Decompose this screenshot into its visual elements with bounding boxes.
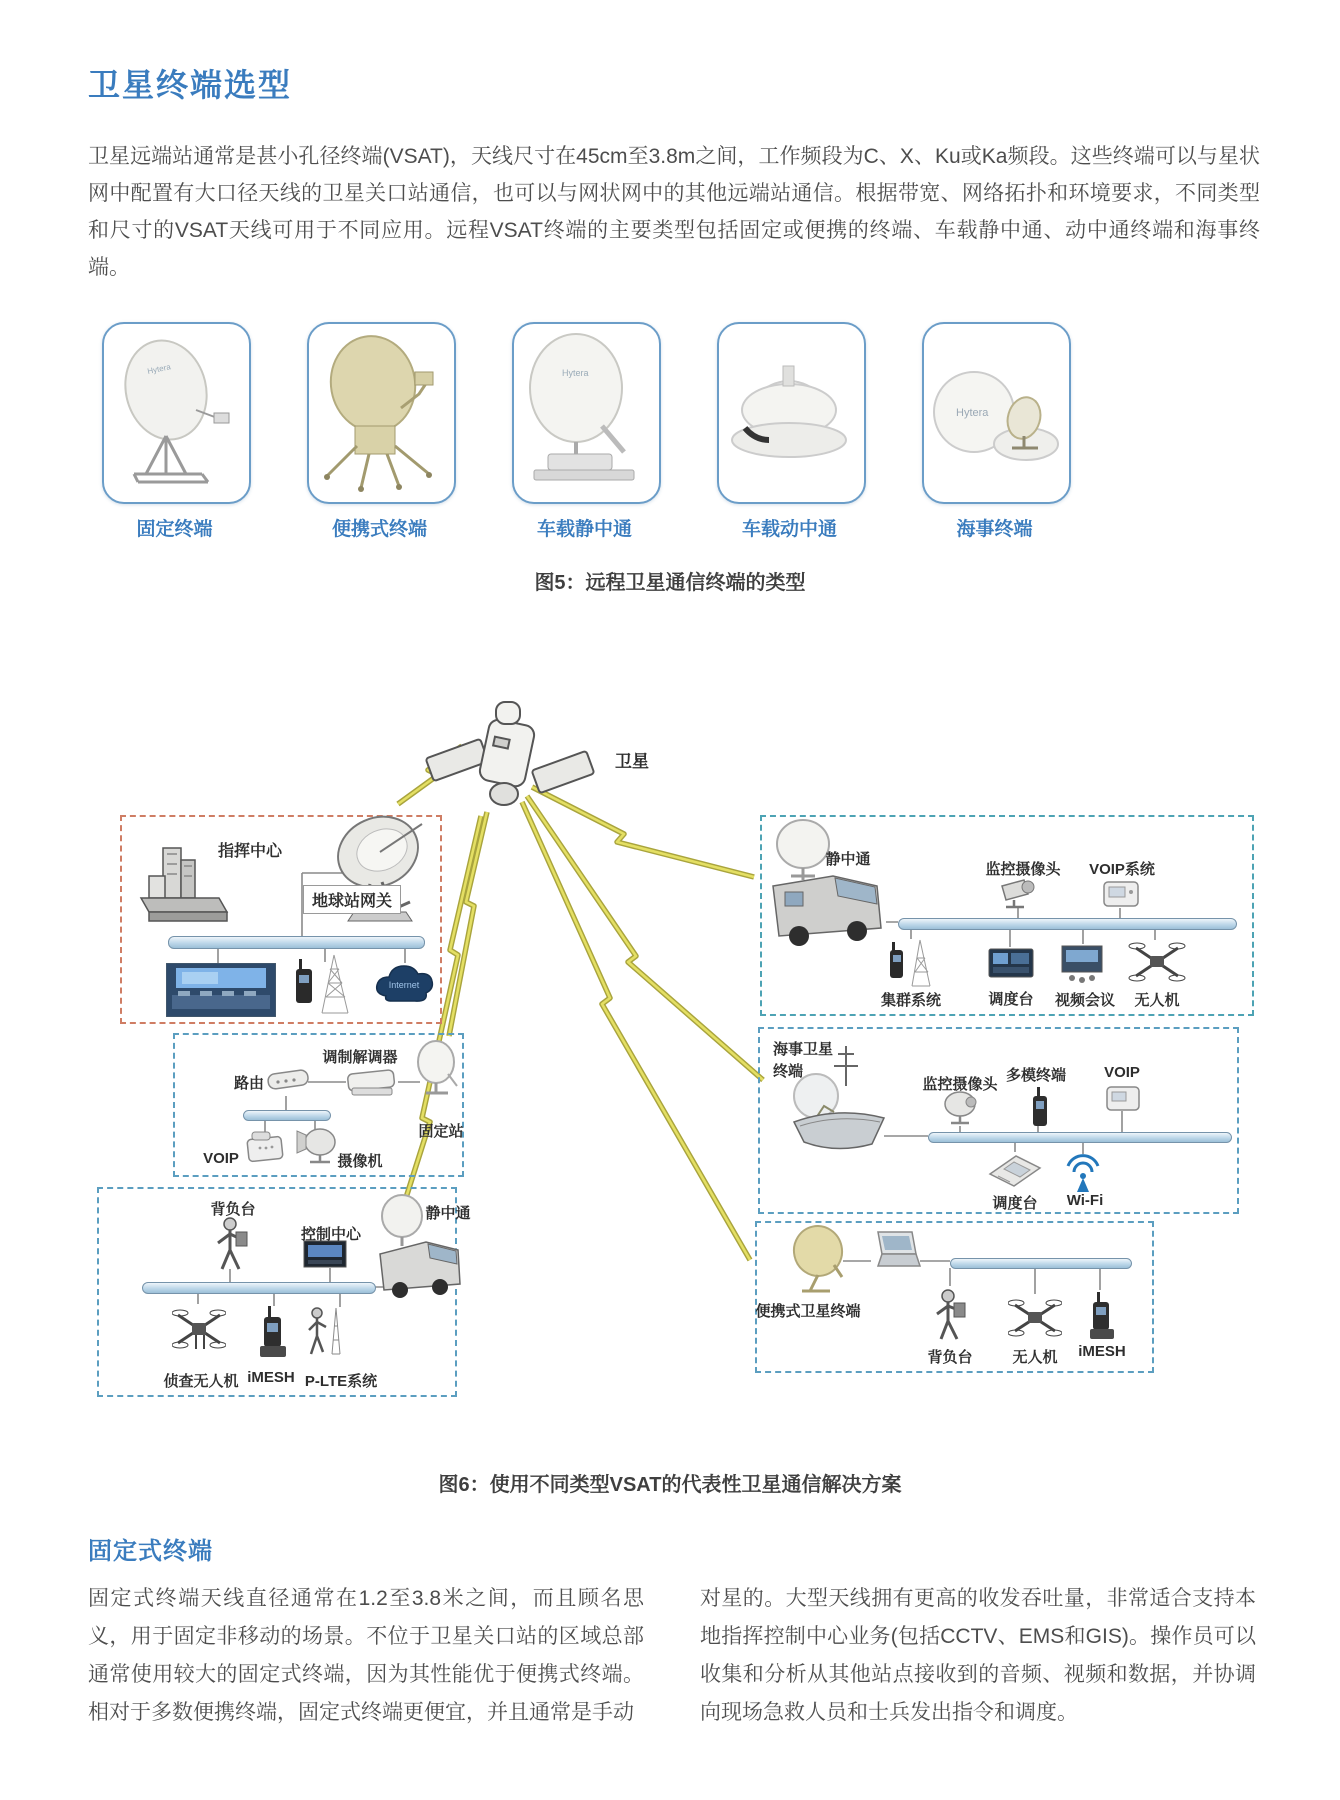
sotm-voip-icon: [1100, 878, 1142, 910]
wifi-icon: [1058, 1148, 1110, 1194]
field-sotm-label: 静中通: [425, 1205, 471, 1222]
brand-text: Hytera: [562, 368, 589, 378]
radio-and-tower-icon: [294, 953, 360, 1017]
portable-manpack-icon: [932, 1288, 968, 1342]
sotm-drone-icon: [1128, 938, 1186, 986]
maritime-dispatch-label: 调度台: [992, 1195, 1038, 1212]
maritime-title-line1: 海事卫星: [773, 1041, 834, 1058]
manpack-label: 背负台: [210, 1201, 256, 1218]
page-title: 卫星终端选型: [88, 67, 293, 103]
laptop-icon: [866, 1228, 922, 1272]
maritime-cctv-icon: [938, 1090, 982, 1128]
router-icon: [266, 1064, 310, 1098]
maritime-voip-label: VOIP: [1104, 1064, 1140, 1081]
satellite-label: 卫星: [615, 752, 649, 771]
video-conf-label: 视频会议: [1054, 992, 1116, 1009]
camera-label: 摄像机: [337, 1153, 383, 1170]
portable-imesh-label: iMESH: [1078, 1343, 1126, 1360]
control-room-icon: [166, 963, 276, 1017]
section-heading: 固定式终端: [88, 1538, 213, 1565]
figure5-caption: 图5：远程卫星通信终端的类型: [534, 572, 806, 594]
portable-terminal-label: 便携式卫星终端: [755, 1303, 861, 1320]
dispatch-console-icon: [987, 946, 1035, 984]
maritime-bus-bar: [928, 1132, 1232, 1143]
multimode-label: 多模终端: [1005, 1067, 1067, 1084]
ship-icon: [788, 1042, 890, 1158]
recon-drone-label: 侦查无人机: [163, 1373, 239, 1390]
control-center-screen-icon: [303, 1240, 347, 1270]
sotm-voip-label: VOIP系统: [1089, 861, 1155, 878]
sotm-cctv-icon: [998, 876, 1040, 910]
body-column-left: 固定式终端天线直径通常在1.2至3.8米之间，而且顾名思义，用于固定非移动的场景。不位于卫星关口站的区域总部通常使用较大的固定式终端，因为其性能优于便携式终端。相对于多数便携终端，固定式终端更便宜，并且通常是手动: [88, 1587, 644, 1724]
portable-drone-icon: [1008, 1295, 1062, 1341]
modem-icon: [344, 1064, 400, 1100]
sotm-cctv-label: 监控摄像头: [985, 861, 1061, 878]
figure6-caption: 图6：使用不同类型VSAT的代表性卫星通信解决方案: [438, 1474, 902, 1496]
fixed-station-dish-icon: [414, 1040, 460, 1102]
intro-paragraph: 卫星远端站通常是甚小孔径终端(VSAT)，天线尺寸在45cm至3.8m之间，工作频段为C、X、Ku或Ka频段。这些终端可以与星状网中配置有大口径天线的卫星关口站通信，也可以与网状网中的其他远端站通信。根据带宽、网络拓扑和环境要求，不同类型和尺寸的VSAT天线可用于不同应用。远程VSAT终端的主要类型包括固定或便携的终端、车载静中通、动中通终端和海事终端。: [88, 145, 1260, 279]
portable-manpack-label: 背负台: [927, 1349, 973, 1366]
sotm-van-icon: [763, 818, 891, 960]
portable-bus-bar: [950, 1258, 1132, 1269]
trunking-label: 集群系统: [880, 992, 942, 1009]
trunking-icon: [888, 938, 938, 988]
portable-imesh-icon: [1088, 1290, 1116, 1342]
terminal-label-maritime: 海事终端: [956, 519, 1033, 540]
portable-drone-label: 无人机: [1012, 1349, 1058, 1366]
fixed-bus-bar: [243, 1110, 331, 1121]
terminal-label-sotm: 车载静中通: [536, 519, 632, 540]
maritime-dispatch-icon: [984, 1150, 1044, 1190]
command-center-label: 指挥中心: [218, 843, 283, 860]
brand-text: Hytera: [146, 362, 172, 376]
modem-label: 调制解调器: [322, 1049, 398, 1066]
multimode-radio-icon: [1029, 1086, 1051, 1130]
body-column-right: 对星的。大型天线拥有更高的收发吞吐量，非常适合支持本地指挥控制中心业务(包括CCTV、EMS和GIS)。操作员可以收集和分析从其他站点接收到的音频、视频和数据，并协调向现场急救人员和士兵发出指令和调度。: [700, 1587, 1256, 1724]
terminal-label-fixed: 固定终端: [136, 519, 213, 540]
router-label: 路由: [233, 1075, 265, 1092]
imesh-label: iMESH: [247, 1369, 295, 1386]
maritime-title-line2: 终端: [773, 1063, 804, 1080]
gateway-label-box: 地球站网关: [303, 885, 401, 914]
plte-label: P-LTE系统: [304, 1373, 378, 1390]
imesh-radio-icon: [258, 1304, 288, 1360]
manpack-person-icon: [213, 1216, 251, 1272]
plte-system-icon: [305, 1304, 345, 1360]
command-building-icon: [133, 842, 229, 928]
sotm-bus-bar: [898, 918, 1237, 930]
voip-label: VOIP: [203, 1150, 239, 1167]
dispatch-label: 调度台: [988, 991, 1034, 1008]
satellite-icon: [420, 696, 600, 816]
video-conference-icon: [1060, 944, 1104, 986]
recon-drone-icon: [172, 1303, 226, 1355]
sotm-drone-label: 无人机: [1134, 992, 1180, 1009]
command-bus-bar: [168, 936, 425, 949]
sotm-van-label: 静中通: [825, 851, 871, 868]
maritime-cctv-label: 监控摄像头: [922, 1076, 998, 1093]
wifi-label: Wi-Fi: [1066, 1192, 1104, 1209]
terminal-label-portable: 便携式终端: [331, 519, 427, 540]
maritime-voip-icon: [1104, 1084, 1142, 1114]
internet-cloud-icon: [372, 960, 436, 1010]
field-bus-bar: [142, 1282, 376, 1294]
brand-text: Hytera: [956, 407, 989, 419]
control-center-label: 控制中心: [300, 1226, 362, 1243]
camera-icon: [294, 1126, 340, 1168]
voip-phone-icon: [246, 1130, 286, 1166]
portable-dish-icon: [788, 1225, 846, 1297]
terminal-label-cotm: 车载动中通: [741, 519, 837, 540]
internet-text: Internet: [388, 980, 420, 990]
fixed-station-label: 固定站: [418, 1123, 464, 1140]
